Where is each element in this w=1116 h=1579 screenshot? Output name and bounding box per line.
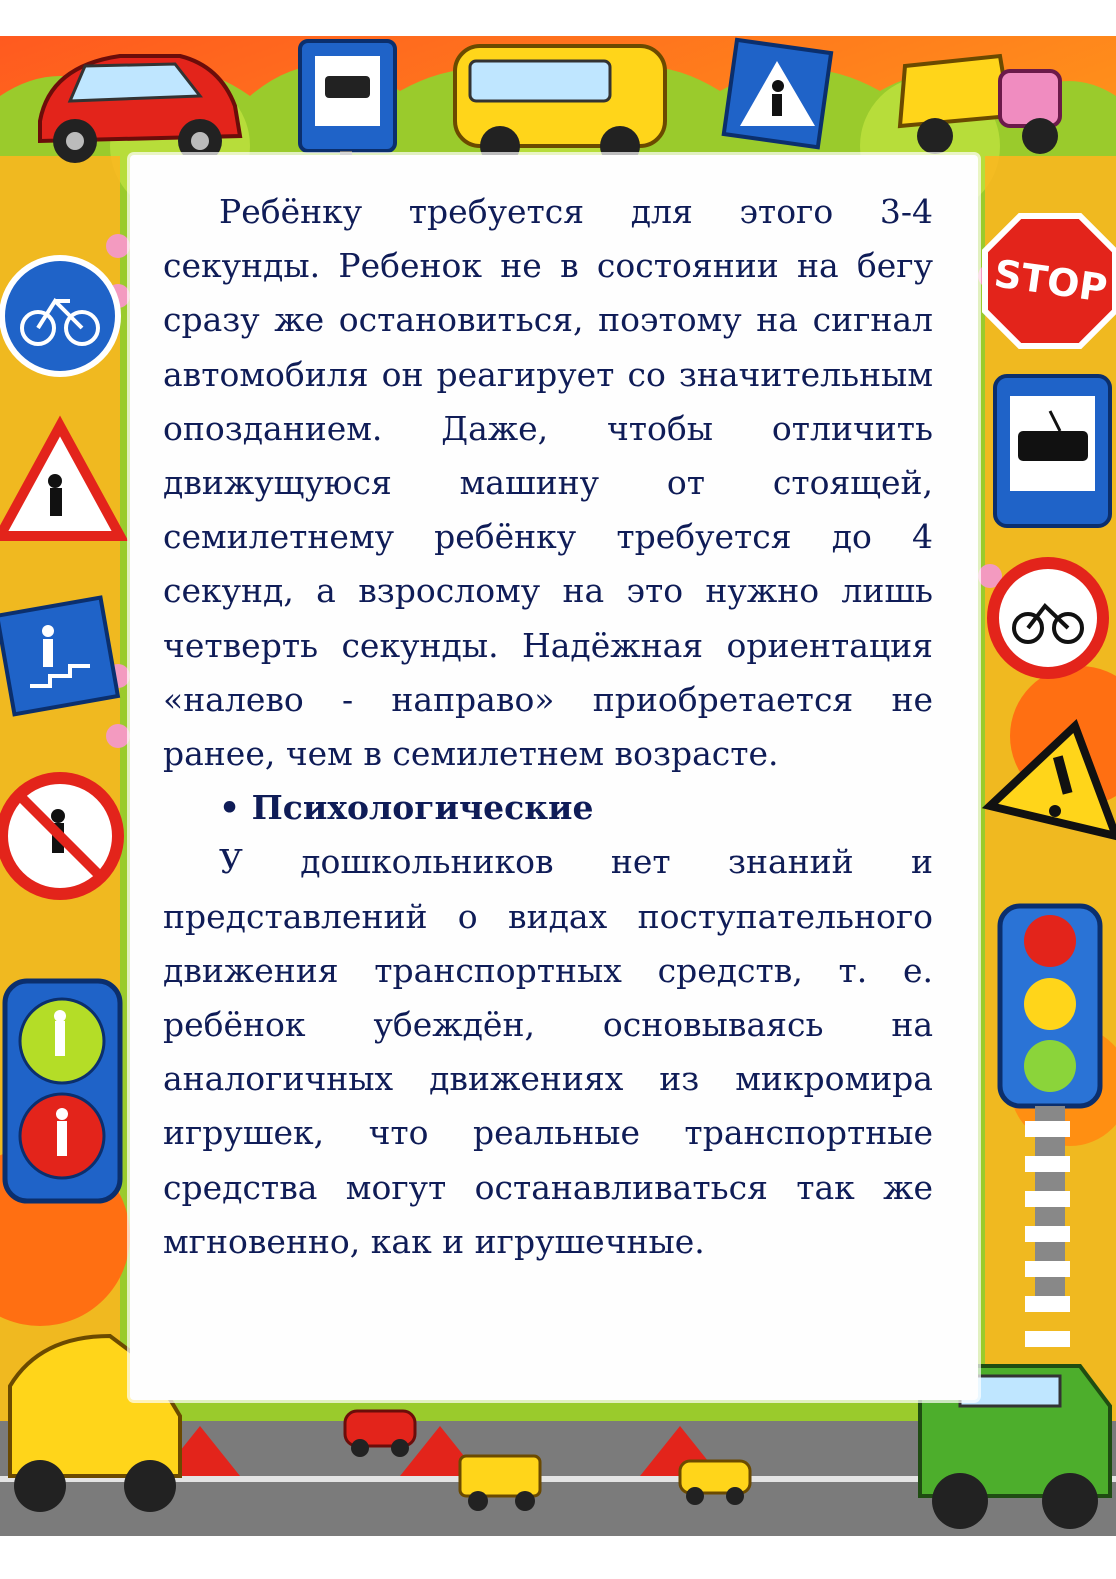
paragraph-1: Ребёнку требуется для этого 3-4 секунды. Ребенок не в состоянии на бегу сразу же остановиться, поэтому на сигнал автомобиля он реагирует со значительным опозданием. Даже, чтобы отличить движущуюся машину от стоящей, семилетнему ребёнку требуется до 4 секунд, а взрослому на это нужно лишь четверть секунды. Надёжная ориентация «налево - направо» приобретается не ранее, чем в семилетнем возрасте. bbox=[163, 192, 933, 774]
heading-text: Психологические bbox=[251, 788, 594, 828]
crosswalk-sign-icon bbox=[724, 40, 831, 147]
stop-sign-label: STOP bbox=[991, 251, 1110, 311]
tram-stop-sign-icon bbox=[995, 376, 1110, 526]
school-bus-icon bbox=[455, 46, 665, 166]
paragraph-2: У дошкольников нет знаний и представлений о видах поступательного движения транспортных средств, т. е. ребёнок убеждён, основываясь на аналогичных движениях из микромира игрушек, что реальные транспортные средства могут останавливаться так же мгновенно, как и игрушечные. bbox=[163, 842, 933, 1261]
section-heading bbox=[163, 781, 933, 835]
no-bicycles-sign-icon bbox=[993, 563, 1103, 673]
pedestrian-traffic-light-icon bbox=[5, 981, 120, 1201]
stop-sign-icon bbox=[985, 216, 1115, 346]
document-body bbox=[163, 185, 933, 1269]
no-pedestrians-sign-icon bbox=[2, 778, 118, 894]
heading-bullet: • bbox=[219, 788, 241, 828]
underpass-sign-icon bbox=[0, 598, 118, 715]
bicycle-lane-sign-icon bbox=[2, 258, 118, 374]
